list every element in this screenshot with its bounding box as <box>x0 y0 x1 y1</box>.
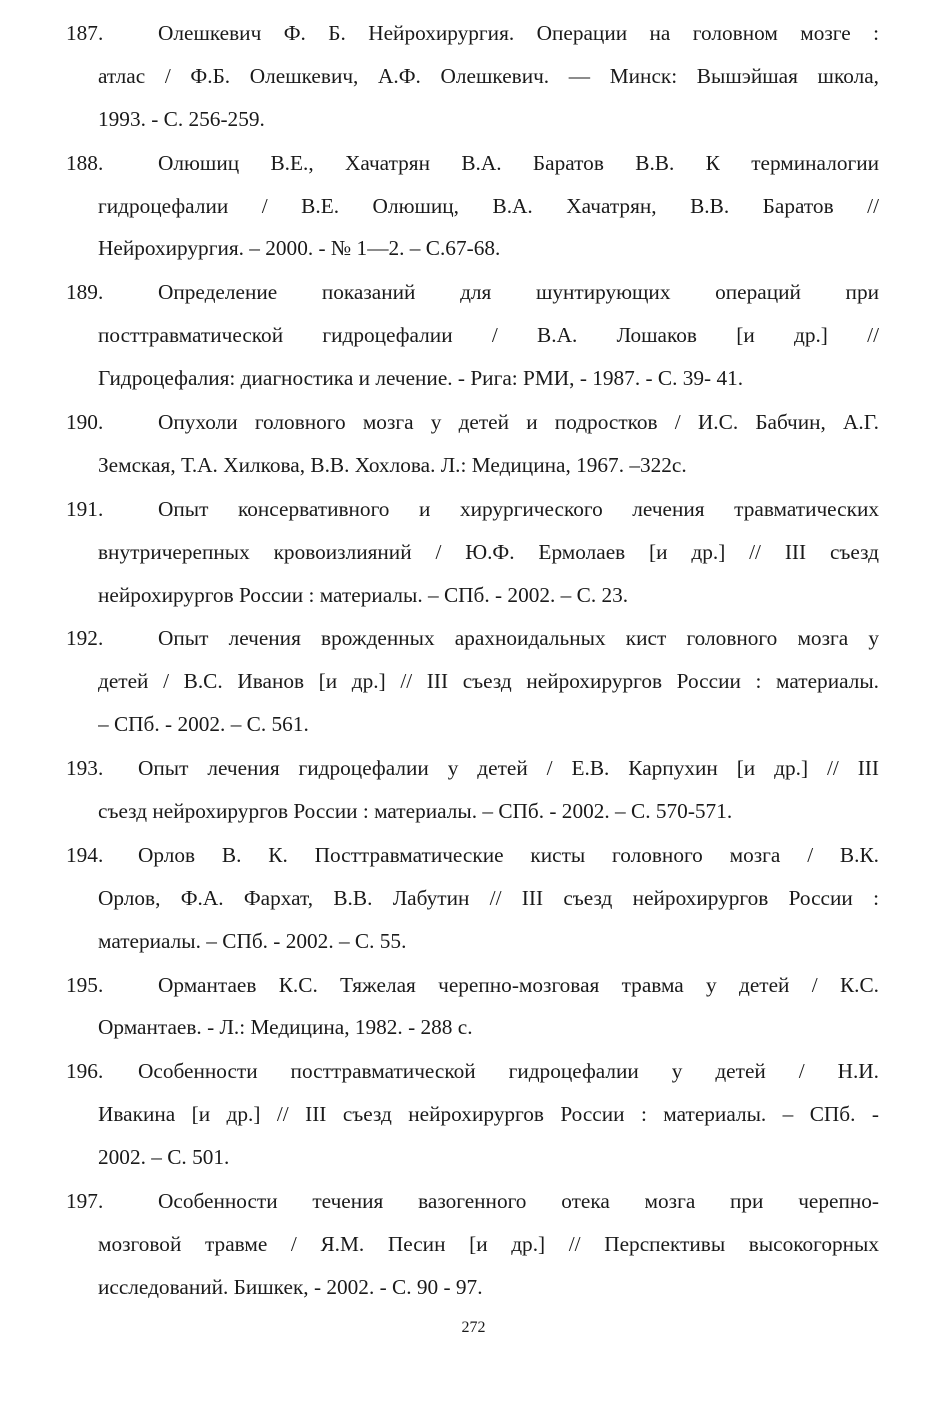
reference-text-line: Орлов В. К. Посттравматические кисты головного мозга / В.К. <box>138 842 879 867</box>
reference-number: 190. <box>66 410 104 435</box>
reference-text-line: Определение показаний для шунтирующих операций при <box>158 280 879 305</box>
reference-text-line: детей / В.С. Иванов [и др.] // III съезд нейрохирургов России : материалы. <box>98 669 879 694</box>
reference-text-line: мозговой травме / Я.М. Песин [и др.] // Перспективы высокогорных <box>98 1231 879 1256</box>
reference-first-line <box>66 1050 879 1093</box>
reference-item <box>66 964 879 1050</box>
reference-number: 188. <box>66 150 104 175</box>
reference-text-line: Опыт лечения гидроцефалии у детей / Е.В. Карпухин [и др.] // III <box>138 756 879 781</box>
reference-item <box>66 834 879 963</box>
page-number: 272 <box>461 1319 486 1336</box>
reference-text-line: Опыт лечения врожденных арахноидальных кист головного мозга у <box>158 626 879 651</box>
reference-number: 187. <box>66 21 104 45</box>
reference-text-line: Гидроцефалия: диагностика и лечение. - Рига: РМИ, - 1987. - С. 39- 41. <box>98 366 744 391</box>
reference-first-line <box>66 1180 879 1223</box>
reference-text-line: исследований. Бишкек, - 2002. - С. 90 - 97. <box>98 1274 483 1299</box>
reference-text-line: Земская, Т.А. Хилкова, В.В. Хохлова. Л.: Медицина, 1967. –322с. <box>98 452 687 477</box>
reference-text-line: Ормантаев К.С. Тяжелая черепно-мозговая травма у детей / К.С. <box>158 972 879 997</box>
reference-text-line: Олешкевич Ф. Б. Нейрохирургия. Операции на головном мозге : <box>158 21 879 45</box>
reference-text-line: Особенности посттравматической гидроцефалии у детей / Н.И. <box>138 1059 879 1084</box>
reference-item <box>66 12 879 141</box>
reference-item <box>66 617 879 746</box>
reference-number: 196. <box>66 1059 104 1084</box>
reference-number: 193. <box>66 756 104 781</box>
reference-text-line: – СПб. - 2002. – С. 561. <box>98 712 309 737</box>
reference-text-line: Нейрохирургия. – 2000. - № 1—2. – С.67-68. <box>98 236 501 261</box>
reference-text-line: Ормантаев. - Л.: Медицина, 1982. - 288 с. <box>98 1015 473 1040</box>
reference-text-line: внутричерепных кровоизлияний / Ю.Ф. Ермолаев [и др.] // III съезд <box>98 539 879 564</box>
reference-number: 191. <box>66 496 104 521</box>
reference-number: 189. <box>66 280 104 305</box>
reference-item <box>66 488 879 617</box>
reference-text-line: съезд нейрохирургов России : материалы. – СПб. - 2002. – С. 570-571. <box>98 799 733 824</box>
reference-text-line: гидроцефалии / В.Е. Олюшиц, В.А. Хачатрян, В.В. Баратов // <box>98 193 879 218</box>
reference-item <box>66 142 879 271</box>
reference-number: 192. <box>66 626 104 651</box>
reference-first-line <box>66 12 879 55</box>
reference-text-line: нейрохирургов России : материалы. – СПб. - 2002. – С. 23. <box>98 582 629 607</box>
reference-text-line: материалы. – СПб. - 2002. – С. 55. <box>98 928 407 953</box>
reference-item <box>66 401 879 487</box>
reference-text-line: Опухоли головного мозга у детей и подростков / И.С. Бабчин, А.Г. <box>158 410 879 435</box>
reference-text-line: 2002. – С. 501. <box>98 1145 230 1170</box>
reference-first-line <box>66 142 879 185</box>
reference-first-line <box>66 617 879 660</box>
reference-item <box>66 271 879 400</box>
reference-text-line: Опыт консервативного и хирургического лечения травматических <box>158 496 879 521</box>
reference-text-line: Ивакина [и др.] // III съезд нейрохирургов России : материалы. – СПб. - <box>98 1102 879 1127</box>
reference-text-line: 1993. - С. 256-259. <box>98 106 265 131</box>
reference-first-line <box>66 834 879 877</box>
reference-text-line: Орлов, Ф.А. Фархат, В.В. Лабутин // III съезд нейрохирургов России : <box>98 885 879 910</box>
reference-text-line: посттравматической гидроцефалии / В.А. Лошаков [и др.] // <box>98 323 879 348</box>
reference-item <box>66 747 879 833</box>
reference-text-line: Олюшиц В.Е., Хачатрян В.А. Баратов В.В. К терминалогии <box>158 150 879 175</box>
reference-text-line: Особенности течения вазогенного отека мозга при черепно- <box>158 1189 879 1214</box>
reference-first-line <box>66 271 879 314</box>
reference-first-line <box>66 964 879 1007</box>
reference-number: 195. <box>66 972 104 997</box>
reference-item <box>66 1180 879 1309</box>
reference-number: 197. <box>66 1189 104 1214</box>
reference-item <box>66 1050 879 1179</box>
reference-text-line: атлас / Ф.Б. Олешкевич, А.Ф. Олешкевич. — Минск: Вышэйшая школа, <box>98 63 879 88</box>
reference-first-line <box>66 747 879 790</box>
reference-list <box>66 12 879 1310</box>
reference-first-line <box>66 401 879 444</box>
reference-first-line <box>66 488 879 531</box>
reference-number: 194. <box>66 842 104 867</box>
